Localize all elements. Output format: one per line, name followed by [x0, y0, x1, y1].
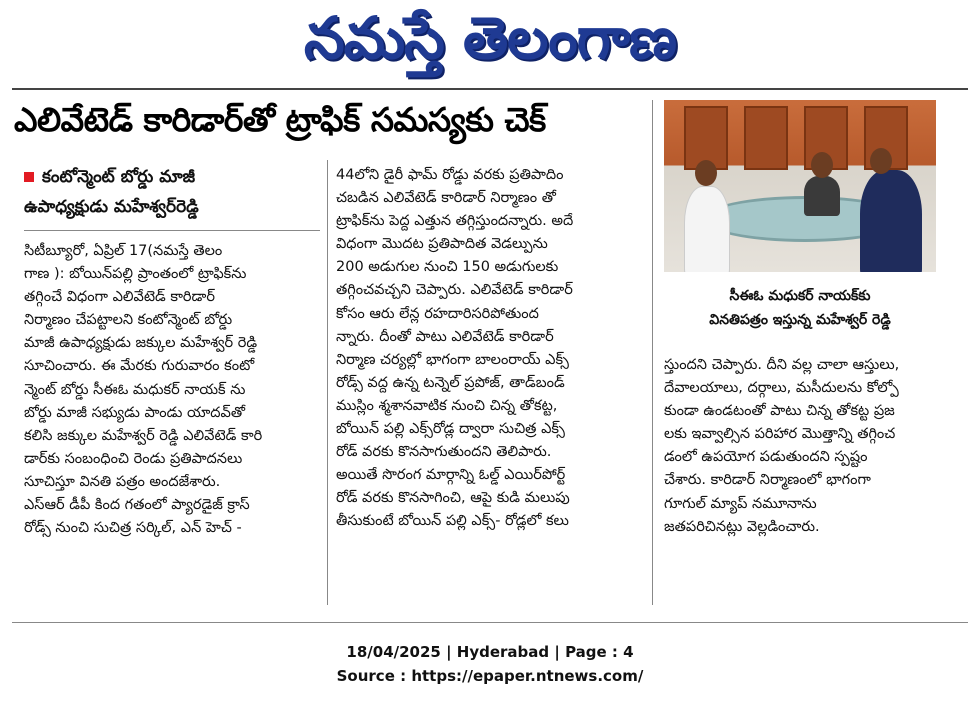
article-column-3 [664, 354, 936, 539]
photo-person-head [870, 148, 892, 174]
article-text-line: జతపరిచినట్లు వెల్లడించారు. [664, 518, 820, 535]
article-text-line: రోడ్ వరకు కొనసాగించి, ఆపై కుడి మలుపు [336, 490, 570, 507]
page-footer [0, 640, 980, 688]
article-text-line: తగ్గించే విధంగా ఎలివేటెడ్ కారిడార్ [24, 289, 215, 306]
article-text-line: కుండా ఉండటంతో పాటు చిన్న తోకట్ట ప్రజ [664, 403, 895, 420]
article-subhead [24, 162, 320, 222]
article-column-1 [24, 240, 320, 540]
article-text-line: డార్‌కు సంబంధించి రెండు ప్రతిపాదనలు [24, 450, 243, 467]
article-text-line: ఎస్ఆర్ డీపీ కింద గతంలో ప్యారడైజ్ క్రాస్ [24, 497, 250, 514]
article-text-line: గాణ ): బోయిన్‌పల్లి ప్రాంతంలో ట్రాఫిక్‌ను [24, 266, 247, 283]
article-text-line: చబడిన ఎలివేటెడ్ కారిడార్ నిర్మాణం తో [336, 190, 556, 207]
article-text-line: తగ్గించవచ్చని చెప్పారు. ఎలివేటెడ్ కారిడార్ [336, 282, 573, 299]
article-text-line: సూచించారు. ఈ మేరకు గురువారం కంటో [24, 358, 255, 375]
photo-door [744, 106, 788, 170]
news-photo [664, 100, 936, 272]
article-headline: ఎలివేటెడ్ కారిడార్‌తో ట్రాఫిక్ సమస్యకు చెక్ [14, 100, 546, 139]
article-text-line: రోడ్స్ నుంచి సుచిత్ర సర్కిల్, ఎన్ హెచ్ - [24, 520, 242, 537]
article-text-line: సూచిస్తూ వినతి పత్రం అందజేశారు. [24, 473, 221, 490]
photo-person [804, 176, 840, 216]
article-text-line: నిర్మాణ చర్యల్లో భాగంగా బాలంరాయ్ ఎక్స్ [336, 351, 569, 368]
article-text-line: గూగుల్ మ్యాప్ నమూనాను [664, 495, 817, 512]
masthead-logo: నమస్తే తెలంగాణ [304, 4, 676, 72]
photo-person [684, 186, 730, 272]
photo-person-head [695, 160, 717, 186]
article-text-line: సిటీబ్యూరో, ఏప్రిల్ 17(నమస్తే తెలం [24, 243, 223, 259]
photo-person-head [811, 152, 833, 178]
column-divider [327, 160, 328, 605]
article-text-line: రోడ్స్ వద్ద ఉన్న టన్నెల్ ప్రపోజ్, తాడ్‌బండ్ [336, 374, 565, 391]
article-text-line: ముస్లిం శ్మశానవాటిక నుంచి చిన్న తోకట్ట, [336, 397, 558, 414]
article-text-line: 200 అడుగుల నుంచి 150 అడుగులకు [336, 259, 559, 276]
article-text-line: లకు ఇవ్వాల్సిన పరిహార మొత్తాన్ని తగ్గించ [664, 426, 896, 443]
article-text-line: బోర్డు మాజీ సభ్యుడు పాండు యాదవ్‌తో [24, 404, 246, 421]
photo-person [860, 170, 922, 272]
article-text-line: న్మెంట్ బోర్డు సీఈఓ మధుకర్ నాయక్ ను [24, 381, 246, 398]
article-text-line: విధంగా మొదట ప్రతిపాదిత వెడల్పును [336, 236, 548, 253]
article-text-line: దేవాలయాలు, దర్గాలు, మసీదులను కోల్పో [664, 380, 899, 397]
article-text-line: ట్రాఫిక్‌ను పెద్ద ఎత్తున తగ్గిస్తుందన్నారు. అదే [336, 213, 574, 230]
article-text-line: నిర్మాణం చేపట్టాలని కంటోన్మెంట్ బోర్డు [24, 312, 233, 329]
article-text-line: కలిసి జక్కుల మహేశ్వర్ రెడ్డి ఎలివేటెడ్ కారి [24, 427, 263, 444]
caption-line: వినతిపత్రం ఇస్తున్న మహేశ్వర్ రెడ్డి [709, 312, 891, 328]
footer-date-page: 18/04/2025 | Hyderabad | Page : 4 [346, 643, 634, 661]
photo-caption [664, 284, 936, 332]
subhead-divider [24, 230, 320, 231]
article-text-line: రోడ్ వరకు కొనసాగుతుందని తెలిపారు. [336, 444, 552, 461]
caption-line: సీఈఓ మధుకర్ నాయక్‌కు [729, 288, 871, 304]
masthead-divider [12, 88, 968, 90]
article-column-2 [336, 164, 644, 534]
article-text-line: 44లోని డైరీ ఫామ్ రోడ్డు వరకు ప్రతిపాదిం [336, 167, 564, 183]
article-text-line: బోయిన్ పల్లి ఎక్స్‌రోడ్ల ద్వారా సుచిత్ర ఎక్స్ [336, 421, 565, 438]
article-text-line: మాజీ ఉపాధ్యక్షుడు జక్కుల మహేశ్వర్ రెడ్డి [24, 335, 258, 352]
footer-divider [12, 622, 968, 623]
subhead-line: కంటోన్మెంట్ బోర్డు మాజీ [42, 167, 196, 187]
article-text-line: డంలో ఉపయోగ పడుతుందని స్పష్టం [664, 449, 868, 466]
article-text-line: అయితే సొరంగ మార్గాన్ని ఓల్డ్ ఎయిర్‌పోర్ట్ [336, 467, 566, 484]
article-text-line: న్నారు. దీంతో పాటు ఎలివేటెడ్ కారిడార్ [336, 328, 554, 345]
bullet-icon [24, 172, 34, 182]
article-text-line: స్తుందని చెప్పారు. దీని వల్ల చాలా ఆస్తులు, [664, 357, 900, 373]
article-text-line: చేశారు. కారిడార్ నిర్మాణంలో భాగంగా [664, 472, 871, 489]
footer-source: Source : https://epaper.ntnews.com/ [336, 667, 644, 685]
subhead-line: ఉపాధ్యక్షుడు మహేశ్వర్‌రెడ్డి [24, 197, 199, 217]
article-text-line: కోసం ఆరు లేన్ల రహదారిసరిపోతుంద [336, 305, 539, 322]
column-divider [652, 100, 653, 605]
article-text-line: తీసుకుంటే బోయిన్ పల్లి ఎక్స్- రోడ్లలో కలు [336, 513, 569, 530]
